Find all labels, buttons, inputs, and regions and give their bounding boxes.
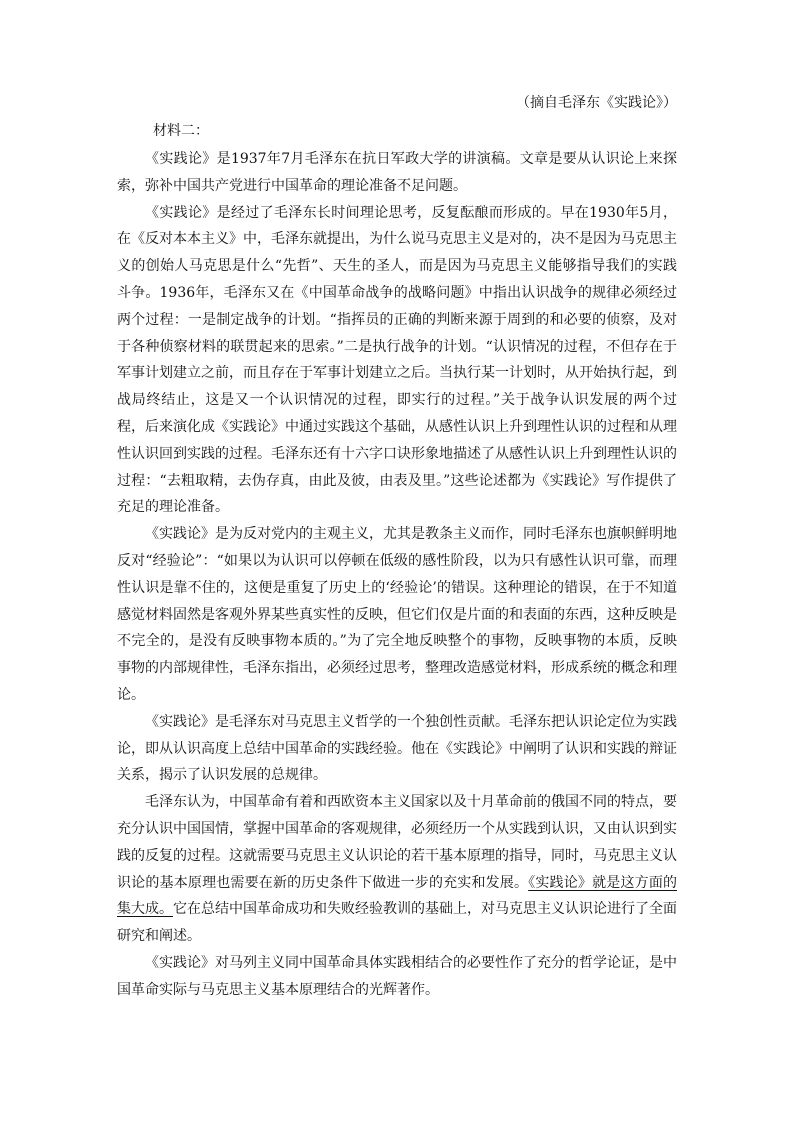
paragraph-3: 《实践论》是为反对党内的主观主义，尤其是教条主义而作，同时毛泽东也旗帜鲜明地反对“经验论”：“如果以为认识可以停顿在低级的感性阶段，以为只有感性认识可靠，而理性认识是靠不住的，这便是重复了历史上的‘经验论’的错误。这种理论的错误，在于不知道感觉材料固然是客观外界某些真实性的反映，但它们仅是片面的和表面的东西，这种反映是不完全的，是没有反映事物本质的。”为了完全地反映整个的事物，反映事物的本质，反映事物的内部规律性，毛泽东指出，必须经过思考，整理改造感觉材料，形成系统的概念和理论。 [117,526,677,703]
paragraph-1: 《实践论》是1937年7月毛泽东在抗日军政大学的讲演稿。文章是要从认识论上来探索，弥补中国共产党进行中国革命的理论准备不足问题。 [117,151,677,194]
document-page [117,92,677,1004]
paragraph-4: 《实践论》是毛泽东对马克思主义哲学的一个独创性贡献。毛泽东把认识论定位为实践论，即从认识高度上总结中国革命的实践经验。他在《实践论》中阐明了认识和实践的辩证关系，揭示了认识发展的总规律。 [117,713,677,784]
material-heading: 材料二： [153,123,209,139]
paragraph-2: 《实践论》是经过了毛泽东长时间理论思考，反复酝酿而形成的。早在1930年5月，在《反对本本主义》中，毛泽东就提出，为什么说马克思主义是对的，决不是因为马克思主义的创始人马克思是什么“先哲”、天生的圣人，而是因为马克思主义能够指导我们的实践斗争。1936年，毛泽东又在《中国革命战争的战略问题》中指出认识战争的规律必须经过两个过程：一是制定战争的计划。“指挥员的正确的判断来源于周到的和必要的侦察，及对于各种侦察材料的联贯起来的思索。”二是执行战争的计划。“认识情况的过程，不但存在于军事计划建立之前，而且存在于军事计划建立之后。当执行某一计划时，从开始执行起，到战局终结止，这是又一个认识情况的过程，即实行的过程。”关于战争认识发展的两个过程，后来演化成《实践论》中通过实践这个基础，从感性认识上升到理性认识的过程和从理性认识回到实践的过程。毛泽东还有十六字口诀形象地描述了从感性认识上升到理性认识的过程：“去粗取精，去伪存真，由此及彼，由表及里。”这些论述都为《实践论》写作提供了充足的理论准备。 [117,204,677,516]
paragraph-6: 《实践论》对马列主义同中国革命具体实践相结合的必要性作了充分的哲学论证，是中国革命实际与马克思主义基本原理结合的光辉著作。 [117,954,677,998]
source-citation: （摘自毛泽东《实践论》） [516,95,677,111]
underlined-sentence: 《实践论》就是这方面的集大成。 [117,874,677,918]
paragraph-5 [117,789,677,950]
paragraph-5-after: 它在总结中国革命成功和失败经验教训的基础上，对马克思主义认识论进行了全面研究和阐述。 [117,901,677,945]
paragraph-5-before: 毛泽东认为，中国革命有着和西欧资本主义国家以及十月革命前的俄国不同的特点，要充分认识中国国情，掌握中国革命的客观规律，必须经历一个从实践到认识，又由认识到实践的反复的过程。这就需要马克思主义认识论的若干基本原理的指导，同时，马克思主义认识论的基本原理也需要在新的历史条件下做进一步的充实和发展。 [117,794,677,891]
